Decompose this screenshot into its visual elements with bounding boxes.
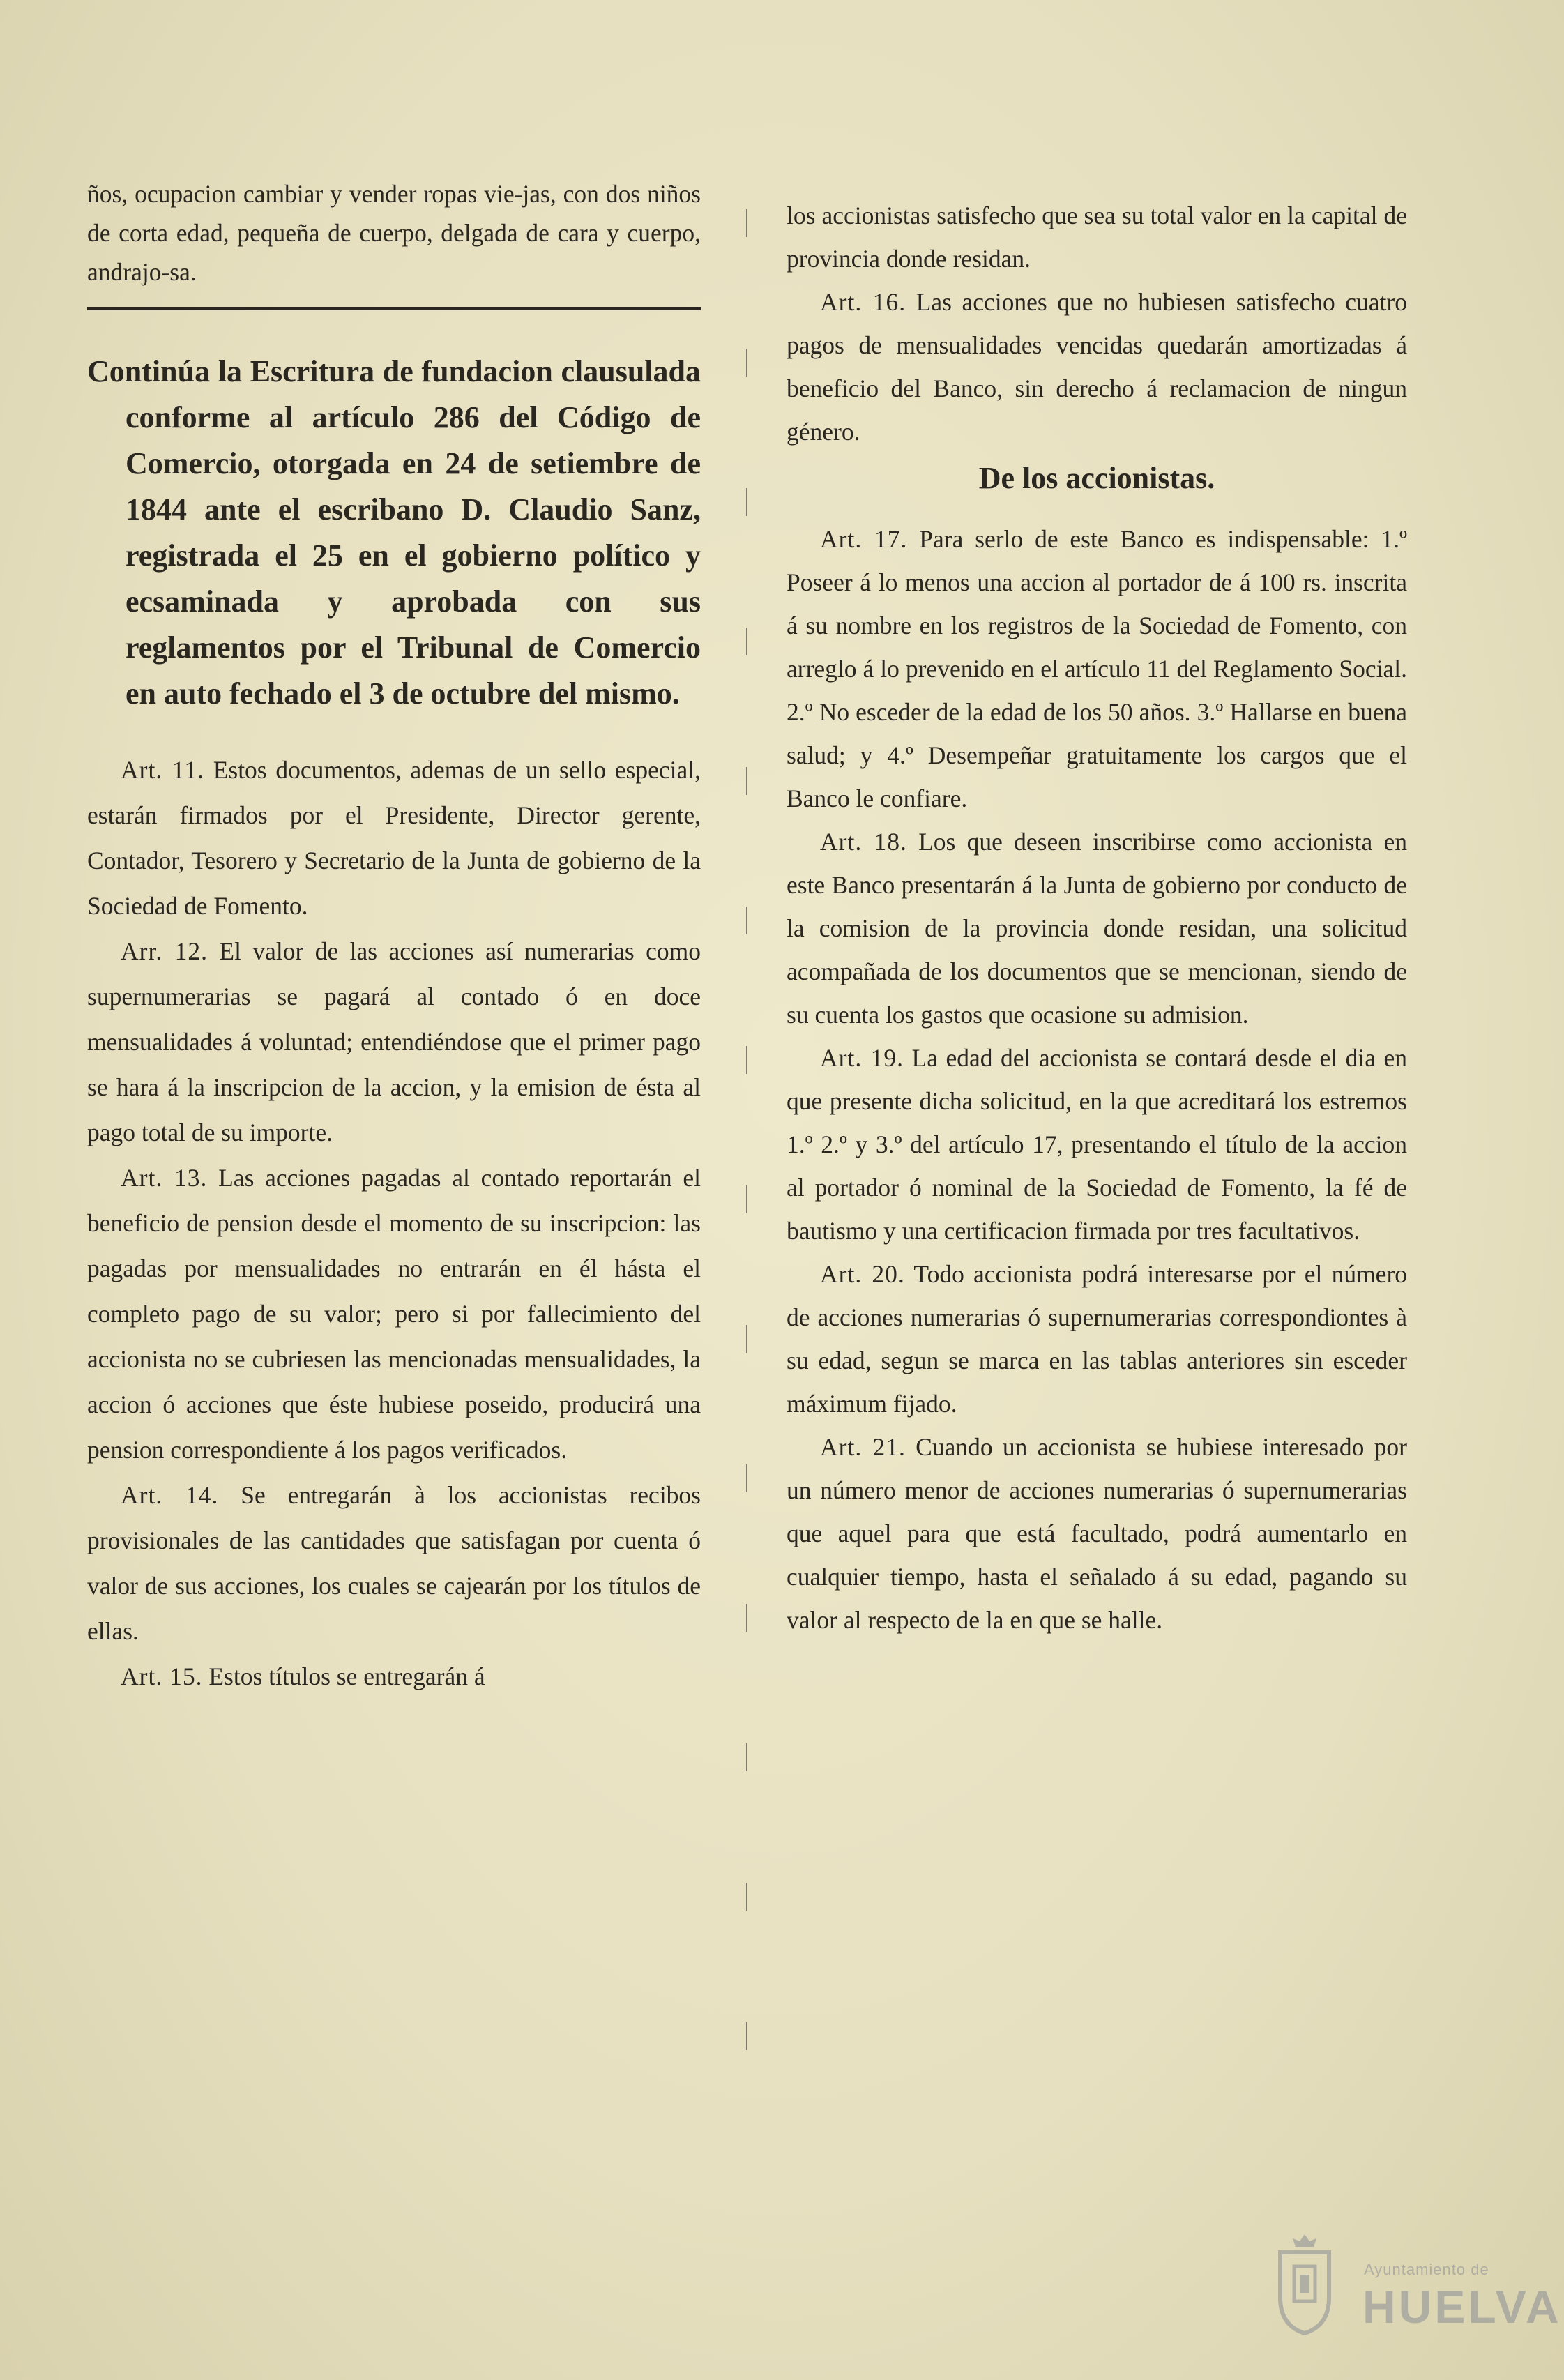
section-heading: Continúa la Escritura de fundacion clausulada conforme al artículo 286 del Código de Comercio, otorgada en 24 de setiembre de 1844 ante el escribano D. Claudio Sanz, registrada el 25 en el gobierno político y ecsaminada y aprobada con sus reglamentos por el Tribunal de Comercio en auto fechado el 3 de octubre del mismo. (87, 354, 701, 711)
section-subheading: De los accionistas. (978, 461, 1215, 495)
article-number: Art. 16. (820, 288, 906, 316)
article-15 (87, 1654, 701, 1699)
article-text: Estos documentos, ademas de un sello especial, estarán firmados por el Presidente, Director gerente, Contador, Tesorero y Secretario de la Junta de gobierno de la Sociedad de Fomento. (87, 756, 701, 920)
right-column (787, 194, 1407, 1642)
watermark-line1: Ayuntamiento de (1364, 2261, 1489, 2278)
article-number: Art. 20. (820, 1260, 905, 1288)
article-17 (787, 517, 1407, 820)
watermark-line2: HUELVA (1362, 2281, 1562, 2333)
article-number: Art. 21. (820, 1433, 906, 1461)
article-text: Todo accionista podrá interesarse por el número de acciones numerarias ó supernumerarias correspondiontes à su edad, segun se marca en las tablas anteriores sin esceder máximum fijado. (787, 1260, 1408, 1418)
opening-fragment: ños, ocupacion cambiar y vender ropas vie-jas, con dos niños de corta edad, pequeña de cuerpo, delgada de cara y cuerpo, andrajo-sa. (87, 180, 701, 286)
article-number: Art. 13. (121, 1164, 208, 1192)
article-number: Art. 19. (820, 1044, 904, 1072)
article-text: Estos títulos se entregarán á (208, 1662, 485, 1690)
article-20 (787, 1252, 1407, 1425)
article-number: Art. 18. (820, 828, 907, 856)
article-text: Cuando un accionista se hubiese interesado por un número menor de acciones numerarias ó supernumerarias que aquel para que está facultado, podrá aumentarlo en cualquier tiempo, hasta el señalado á su edad, pagando su valor al respecto de la en que se halle. (787, 1433, 1408, 1634)
article-14 (87, 1473, 701, 1654)
article-text: La edad del accionista se contará desde el dia en que presente dicha solicitud, en la que acreditará los estremos 1.º 2.º y 3.º del artículo 17, presentando el título de la accion al portador ó nominal de la Sociedad de Fomento, la fé de bautismo y una certificacion firmada por tres facultativos. (787, 1044, 1407, 1245)
article-11 (87, 748, 701, 929)
article-number: Arr. 12. (121, 937, 208, 965)
coat-of-arms-icon (1273, 2231, 1336, 2336)
article-21 (787, 1425, 1407, 1642)
article-text: Las acciones pagadas al contado reportarán el beneficio de pension desde el momento de su inscripcion: las pagadas por mensualidades no entrarán en él hásta el completo pago de su valor; pero si por fallecimiento del accionista no se cubriesen las mencionadas mensualidades, la accion ó acciones que éste hubiese poseido, producirá una pension correspondiente á los pagos verificados. (87, 1164, 701, 1464)
article-text: El valor de las acciones así numerarias como supernumerarias se pagará al contado ó en doce mensualidades á voluntad; entendiéndose que el primer pago se hara á la inscripcion de la accion, y la emision de ésta al pago total de su importe. (87, 937, 701, 1146)
article-text: Se entregarán à los accionistas recibos provisionales de las cantidades que satisfagan por cuenta ó valor de sus acciones, los cuales se cajearán por los títulos de ellas. (87, 1481, 701, 1645)
article-13 (87, 1155, 701, 1473)
article-number: Art. 14. (121, 1481, 219, 1509)
column-divider (746, 209, 747, 2127)
article-text: Los que deseen inscribirse como accionista en este Banco presentarán á la Junta de gobierno por conducto de la comision de la provincia donde residan, una solicitud acompañada de los documentos que se mencionan, siendo de su cuenta los gastos que ocasione su admision. (787, 828, 1408, 1029)
article-number: Art. 11. (121, 756, 204, 784)
article-text: Para serlo de este Banco es indispensable: 1.º Poseer á lo menos una accion al portador de á 100 rs. inscrita á su nombre en los registros de la Sociedad de Fomento, con arreglo á lo prevenido en el artículo 11 del Reglamento Social. 2.º No esceder de la edad de los 50 años. 3.º Hallarse en buena salud; y 4.º Desempeñar gratuitamente los cargos que el Banco le confiare. (787, 525, 1408, 812)
article-number: Art. 17. (820, 525, 908, 553)
article-12 (87, 929, 701, 1155)
article-number: Art. 15. (121, 1662, 203, 1690)
huelva-watermark (1273, 2231, 1562, 2343)
article-16 (787, 280, 1407, 453)
article-19 (787, 1036, 1407, 1252)
section-rule (87, 307, 701, 310)
article-18 (787, 820, 1407, 1036)
article-15-continuation: los accionistas satisfecho que sea su total valor en la capital de provincia donde residan. (787, 202, 1407, 273)
left-column (87, 174, 701, 1699)
article-text: Las acciones que no hubiesen satisfecho cuatro pagos de mensualidades vencidas quedarán amortizadas á beneficio del Banco, sin derecho á reclamacion de ningun género. (787, 288, 1407, 446)
